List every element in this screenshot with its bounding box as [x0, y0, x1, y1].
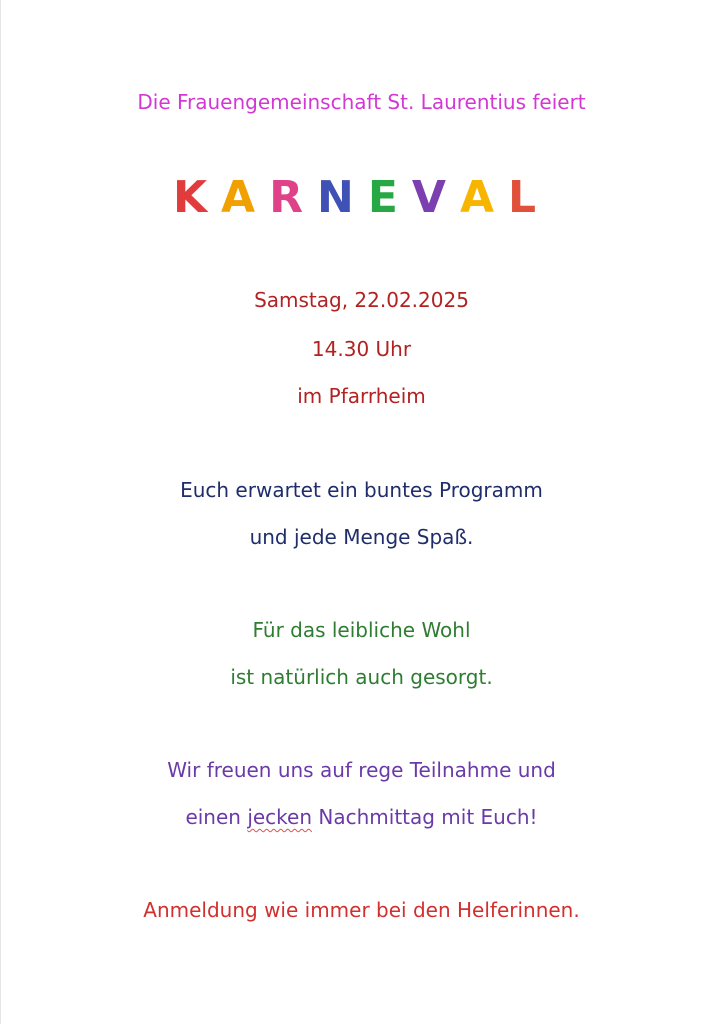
karneval-letter: N [317, 172, 368, 223]
karneval-letter: V [411, 172, 460, 223]
karneval-letter: A [459, 172, 509, 223]
invite-line-2-after: Nachmittag mit Euch! [312, 805, 538, 829]
event-date: Samstag, 22.02.2025 [254, 288, 469, 312]
karneval-letter: L [508, 172, 551, 223]
event-place: im Pfarrheim [297, 384, 426, 408]
program-line-1: Euch erwartet ein buntes Programm [180, 478, 543, 502]
flyer-title: Die Frauengemeinschaft St. Laurentius feiert [137, 90, 586, 114]
program-line-2: und jede Menge Spaß. [249, 525, 474, 549]
karneval-letter: K [172, 172, 222, 223]
karneval-letter: A [221, 172, 270, 223]
invite-line-1: Wir freuen uns auf rege Teilnahme und [167, 758, 556, 782]
karneval-letter: R [269, 172, 317, 223]
invite-line-2 [1, 805, 721, 829]
food-line-2: ist natürlich auch gesorgt. [230, 665, 493, 689]
event-time: 14.30 Uhr [311, 337, 412, 361]
karneval-letter: E [367, 172, 412, 223]
registration-note: Anmeldung wie immer bei den Helferinnen. [143, 898, 580, 922]
food-line-1: Für das leibliche Wohl [252, 618, 471, 642]
karneval-heading [1, 172, 721, 223]
spellcheck-marked-word: jecken [247, 805, 313, 829]
invite-line-2-before: einen [185, 805, 248, 829]
